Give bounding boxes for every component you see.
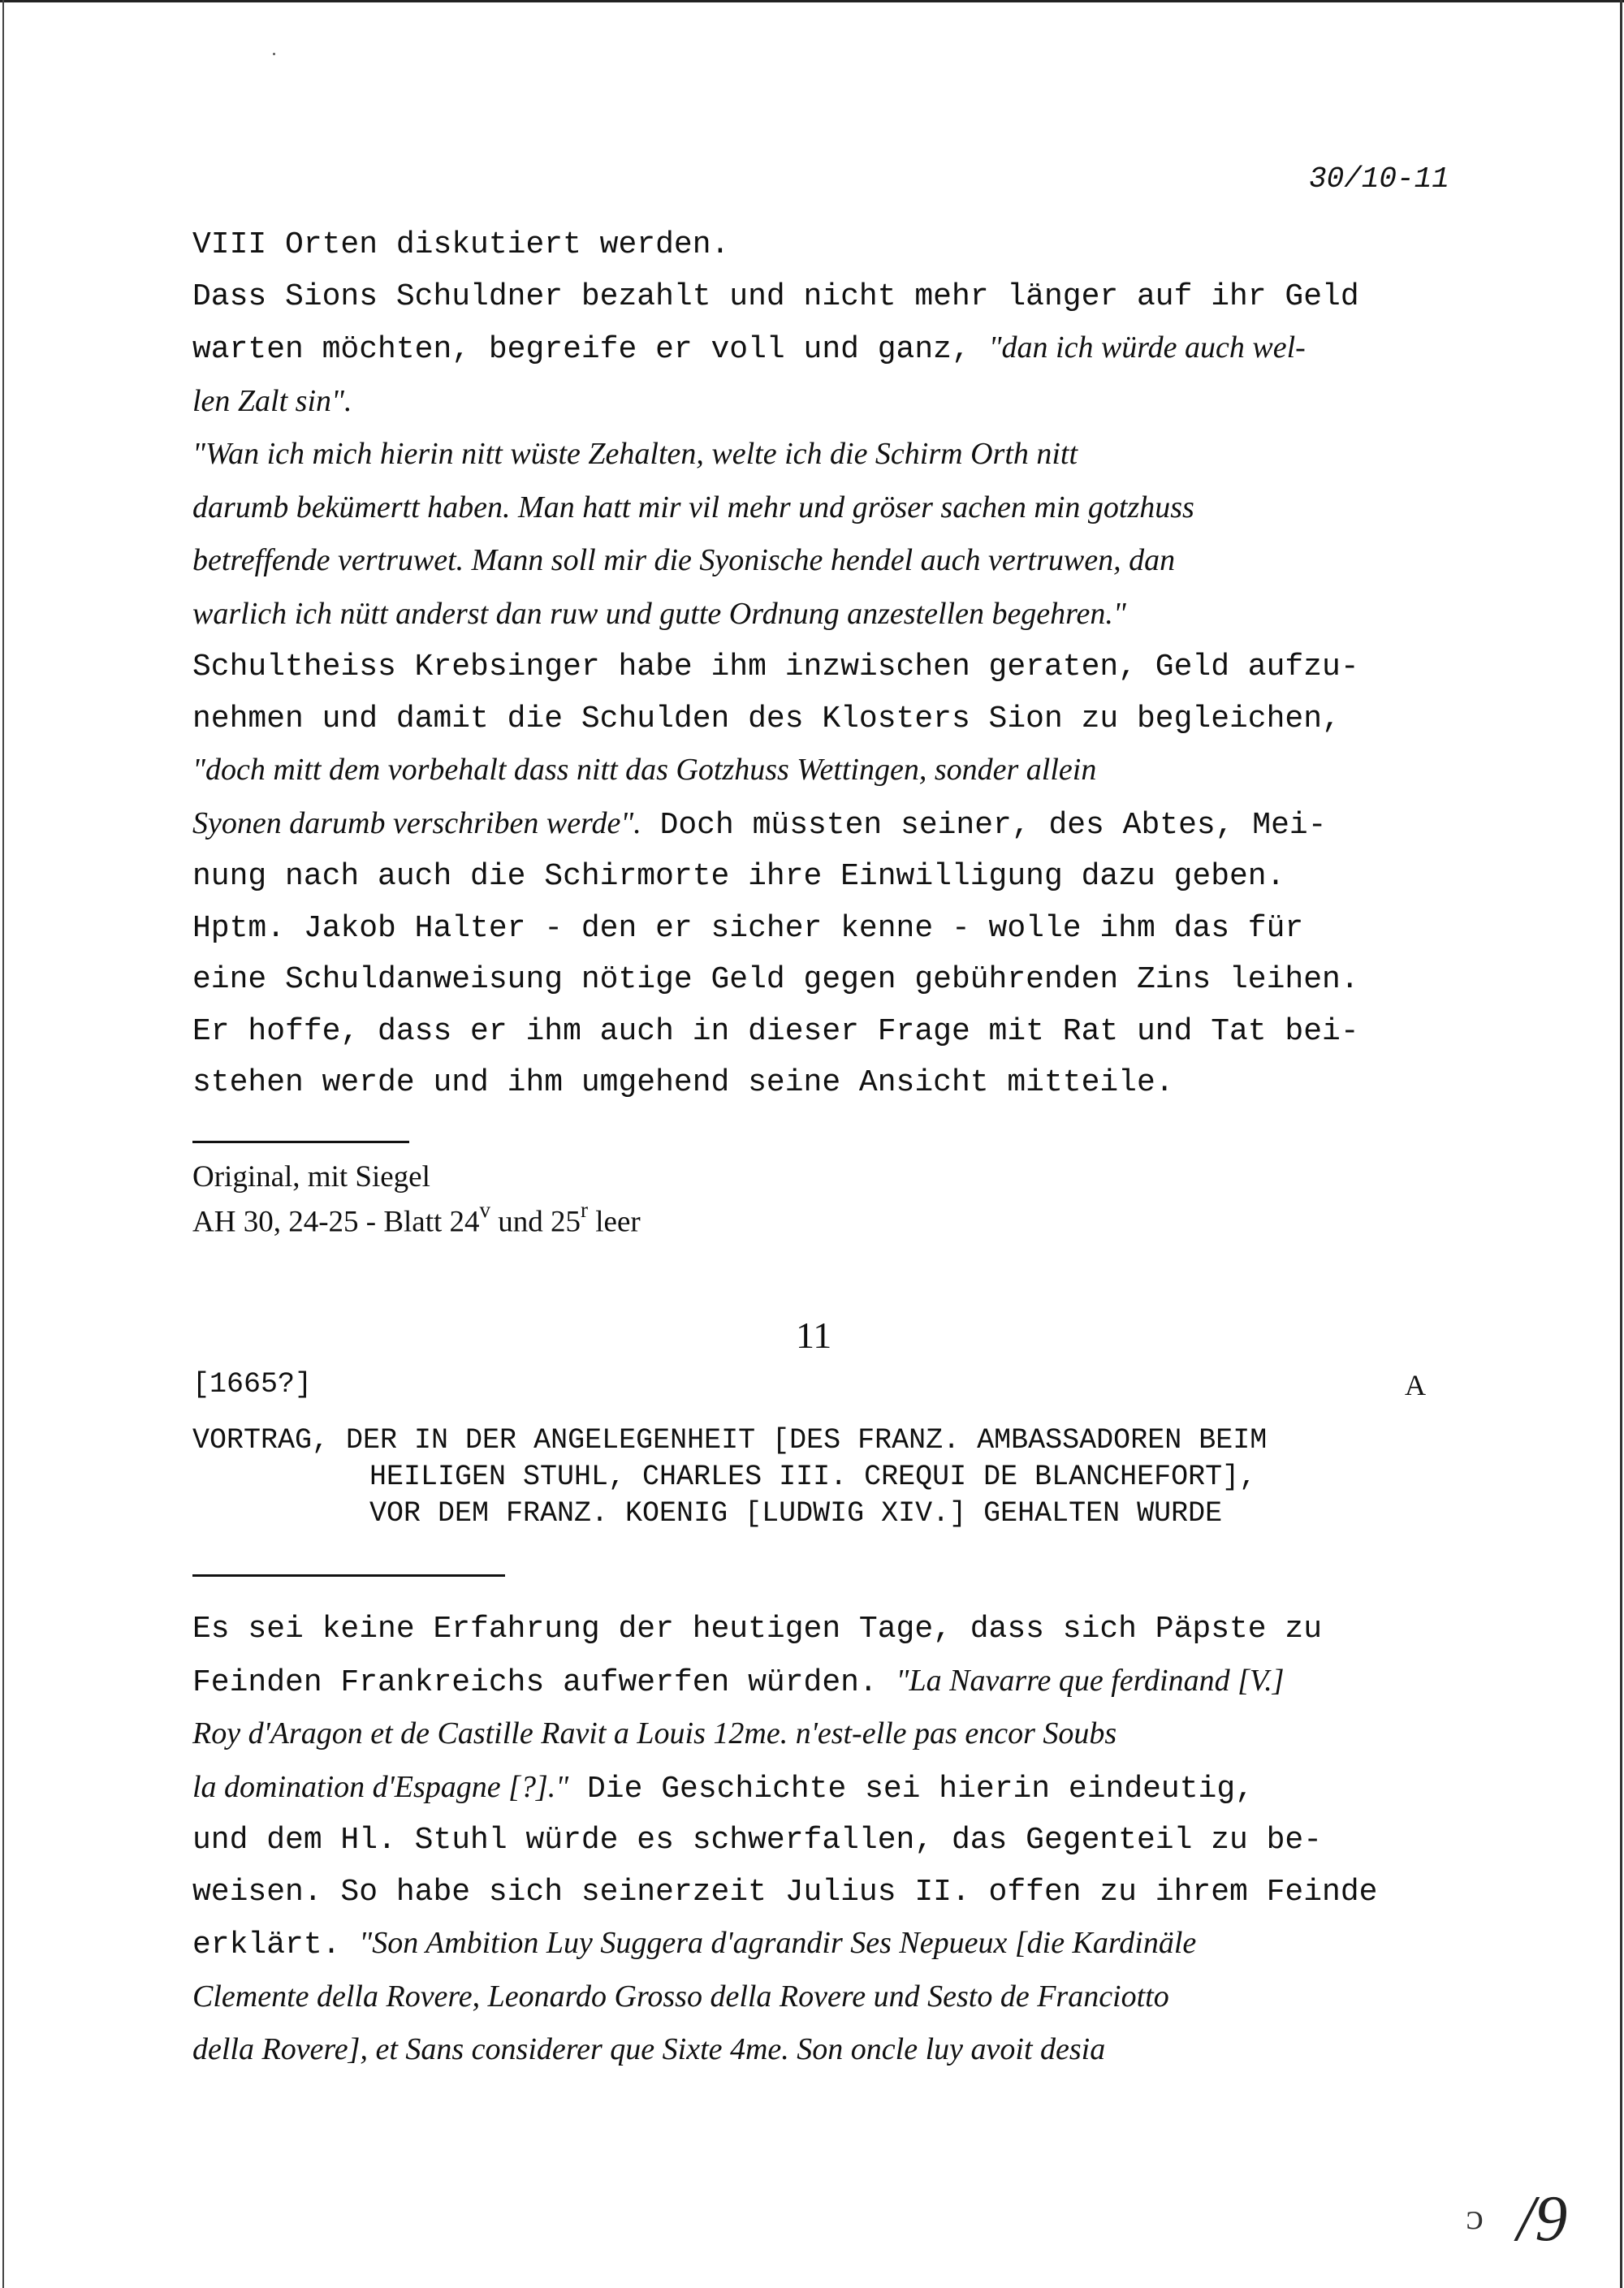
- document-number: 11: [796, 1315, 832, 1356]
- summary-text: nehmen und damit die Schulden des Klosters Sion zu begleichen,: [192, 701, 1341, 736]
- document-title-line: VOR DEM FRANZ. KOENIG [LUDWIG XIV.] GEHALTEN WURDE: [369, 1497, 1223, 1530]
- quoted-source-text: len Zalt sin".: [192, 383, 352, 418]
- letter-summary-text: [192, 219, 1471, 1109]
- text-line: [192, 376, 1471, 430]
- text-line: [192, 271, 1471, 323]
- text-line: [192, 1762, 1471, 1815]
- verso-marker: v: [479, 1198, 491, 1222]
- summary-text: Doch müssten seiner, des Abtes, Mei-: [641, 807, 1327, 843]
- text-line: [192, 693, 1471, 745]
- summary-text: weisen. So habe sich seinerzeit Julius II. offen zu ihrem Feinde: [192, 1874, 1378, 1910]
- text-line: [192, 1918, 1471, 1971]
- scan-speck: [273, 53, 275, 55]
- text-line: [192, 1057, 1471, 1109]
- quoted-source-text: "Son Ambition Luy Suggera d'agrandir Ses Nepueux [die Kardinäle: [359, 1926, 1197, 1960]
- text-line: [192, 1604, 1471, 1656]
- text-line: [192, 1006, 1471, 1058]
- summary-text: nung nach auch die Schirmorte ihre Einwilligung dazu geben.: [192, 859, 1285, 894]
- summary-text: Die Geschichte sei hierin eindeutig,: [568, 1771, 1254, 1807]
- text-line: [192, 851, 1471, 903]
- text-line: [192, 745, 1471, 798]
- summary-text: eine Schuldanweisung nötige Geld gegen gebührenden Zins leihen.: [192, 962, 1359, 997]
- source-note-original: Original, mit Siegel: [192, 1160, 430, 1194]
- title-divider: [192, 1574, 505, 1577]
- text-line: [192, 1815, 1471, 1867]
- text-line: [192, 322, 1471, 376]
- archive-reference-end: leer: [588, 1205, 641, 1239]
- quoted-source-text: darumb bekümertt haben. Man hatt mir vil mehr und gröser sachen min gotzhuss: [192, 490, 1194, 525]
- document-category: A: [1405, 1369, 1426, 1401]
- text-line: [192, 798, 1471, 852]
- text-line: [192, 589, 1471, 642]
- text-line: [192, 2024, 1471, 2078]
- summary-text: stehen werde und ihm umgehend seine Ansicht mitteile.: [192, 1065, 1174, 1100]
- page-right-edge: [1620, 0, 1622, 2288]
- quoted-source-text: "dan ich würde auch wel-: [988, 330, 1306, 365]
- summary-text: und dem Hl. Stuhl würde es schwerfallen, das Gegenteil zu be-: [192, 1823, 1323, 1858]
- recto-marker: r: [581, 1198, 589, 1222]
- summary-text: VIII Orten diskutiert werden.: [192, 227, 730, 262]
- footnote-divider: [192, 1141, 409, 1143]
- document-title: [192, 1422, 1267, 1532]
- quoted-source-text: warlich ich nütt anderst dan ruw und gutte Ordnung anzestellen begehren.": [192, 596, 1126, 631]
- summary-text: Dass Sions Schuldner bezahlt und nicht mehr länger auf ihr Geld: [192, 278, 1359, 314]
- summary-text: Schultheiss Krebsinger habe ihm inzwischen geraten, Geld aufzu-: [192, 650, 1359, 684]
- summary-text: Feinden Frankreichs aufwerfen würden.: [192, 1664, 896, 1700]
- text-line: [192, 1867, 1471, 1919]
- summary-text: Hptm. Jakob Halter - den er sicher kenne - wolle ihm das für: [192, 910, 1304, 946]
- text-line: [192, 641, 1471, 693]
- text-line: [192, 903, 1471, 955]
- quoted-source-text: della Rovere], et Sans considerer que Sixte 4me. Son oncle luy avoit desia: [192, 2032, 1106, 2066]
- quoted-source-text: betreffende vertruwet. Mann soll mir die Syonische hendel auch vertruwen, dan: [192, 543, 1176, 577]
- quoted-source-text: Syonen darumb verschriben werde".: [192, 805, 641, 840]
- folio-mark: /9: [1517, 2183, 1568, 2255]
- quoted-source-text: "La Navarre que ferdinand [V.]: [896, 1663, 1285, 1698]
- text-line: [192, 219, 1471, 271]
- summary-text: erklärt.: [192, 1928, 360, 1962]
- text-line: [192, 954, 1471, 1006]
- source-note-archive: [192, 1195, 641, 1240]
- quoted-source-text: Roy d'Aragon et de Castille Ravit a Louis 12me. n'est-elle pas encor Soubs: [192, 1716, 1117, 1751]
- document-date: [1665?]: [192, 1368, 313, 1401]
- page-top-edge: [0, 0, 1624, 2]
- text-line: [192, 535, 1471, 589]
- archive-reference-mid: und 25: [490, 1205, 581, 1239]
- summary-text: warten möchten, begreife er voll und ganz,: [192, 332, 989, 367]
- summary-text: Es sei keine Erfahrung der heutigen Tage, dass sich Päpste zu: [192, 1612, 1323, 1647]
- quoted-source-text: Clemente della Rovere, Leonardo Grosso della Rovere und Sesto de Franciotto: [192, 1979, 1169, 2014]
- archive-reference: AH 30, 24-25 - Blatt 24: [192, 1205, 480, 1239]
- document-title-line: VORTRAG, DER IN DER ANGELEGENHEIT [DES FRANZ. AMBASSADOREN BEIM: [192, 1424, 1268, 1457]
- quoted-source-text: la domination d'Espagne [?].": [192, 1769, 569, 1804]
- document-title-line: HEILIGEN STUHL, CHARLES III. CREQUI DE BLANCHEFORT],: [369, 1461, 1257, 1493]
- text-line: [192, 482, 1471, 536]
- text-line: [192, 429, 1471, 482]
- document-summary-text: [192, 1604, 1471, 2078]
- quoted-source-text: "doch mitt dem vorbehalt dass nitt das Gotzhuss Wettingen, sonder allein: [192, 753, 1097, 787]
- page-left-edge: [2, 0, 4, 2288]
- text-line: [192, 1708, 1471, 1762]
- text-line: [192, 1656, 1471, 1709]
- quoted-source-text: "Wan ich mich hierin nitt wüste Zehalten, welte ich die Schirm Orth nitt: [192, 437, 1078, 471]
- corner-mark-hook: ᴐ: [1466, 2197, 1484, 2237]
- text-line: [192, 1971, 1471, 2025]
- page-number: 30/10-11: [1309, 162, 1449, 196]
- summary-text: Er hoffe, dass er ihm auch in dieser Frage mit Rat und Tat bei-: [192, 1013, 1359, 1049]
